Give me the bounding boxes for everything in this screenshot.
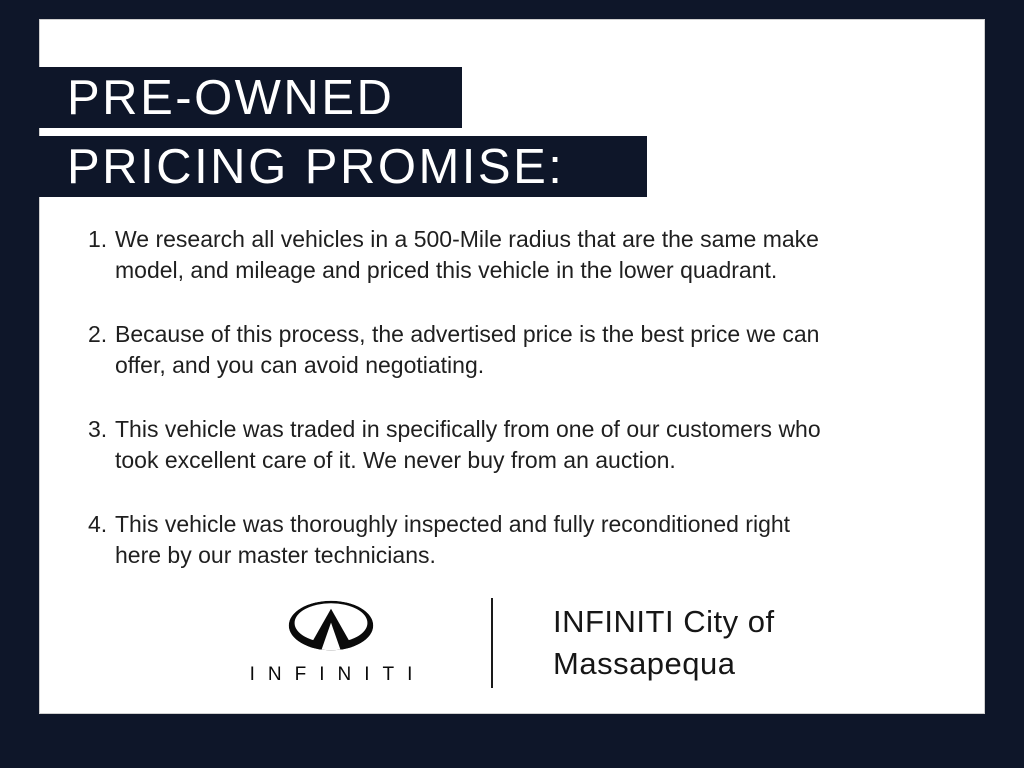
dealer-name bbox=[553, 601, 775, 685]
promise-number: 4. bbox=[88, 511, 108, 537]
promise-1-line-1: We research all vehicles in a 500-Mile radius that are the same make bbox=[115, 226, 819, 252]
promise-item-2 bbox=[88, 319, 821, 381]
vertical-divider bbox=[491, 598, 493, 688]
promise-2-line-2: offer, and you can avoid negotiating. bbox=[115, 352, 485, 378]
promise-number: 1. bbox=[88, 226, 108, 252]
promise-text bbox=[115, 224, 819, 286]
promise-text bbox=[115, 509, 790, 571]
promise-3-line-1: This vehicle was traded in specifically from one of our customers who bbox=[115, 416, 821, 442]
promise-1-line-2: model, and mileage and priced this vehicle in the lower quadrant. bbox=[115, 257, 778, 283]
promise-item-1 bbox=[88, 224, 821, 286]
promise-text bbox=[115, 319, 819, 381]
promise-number: 2. bbox=[88, 321, 108, 347]
promise-2-line-1: Because of this process, the advertised price is the best price we can bbox=[115, 321, 820, 347]
infiniti-logo-icon bbox=[287, 600, 375, 651]
promise-number: 3. bbox=[88, 416, 108, 442]
header-line1: PRE-OWNED bbox=[67, 70, 395, 125]
promise-4-line-1: This vehicle was thoroughly inspected and fully reconditioned right bbox=[115, 511, 791, 537]
header-line2: PRICING PROMISE: bbox=[67, 139, 565, 194]
promise-item-4 bbox=[88, 509, 821, 571]
promise-4-line-2: here by our master technicians. bbox=[115, 542, 436, 568]
promise-text bbox=[115, 414, 821, 476]
infiniti-logo-lockup bbox=[201, 585, 461, 686]
promise-3-line-2: took excellent care of it. We never buy from an auction. bbox=[115, 447, 676, 473]
dealer-name-line-1: INFINITI City of bbox=[553, 604, 775, 639]
promise-list bbox=[88, 224, 821, 604]
header-bar-preowned bbox=[0, 67, 462, 128]
infiniti-wordmark: INFINITI bbox=[249, 664, 426, 685]
header-bar-pricing-promise bbox=[0, 136, 647, 197]
promise-item-3 bbox=[88, 414, 821, 476]
dealer-name-line-2: Massapequa bbox=[553, 646, 736, 681]
